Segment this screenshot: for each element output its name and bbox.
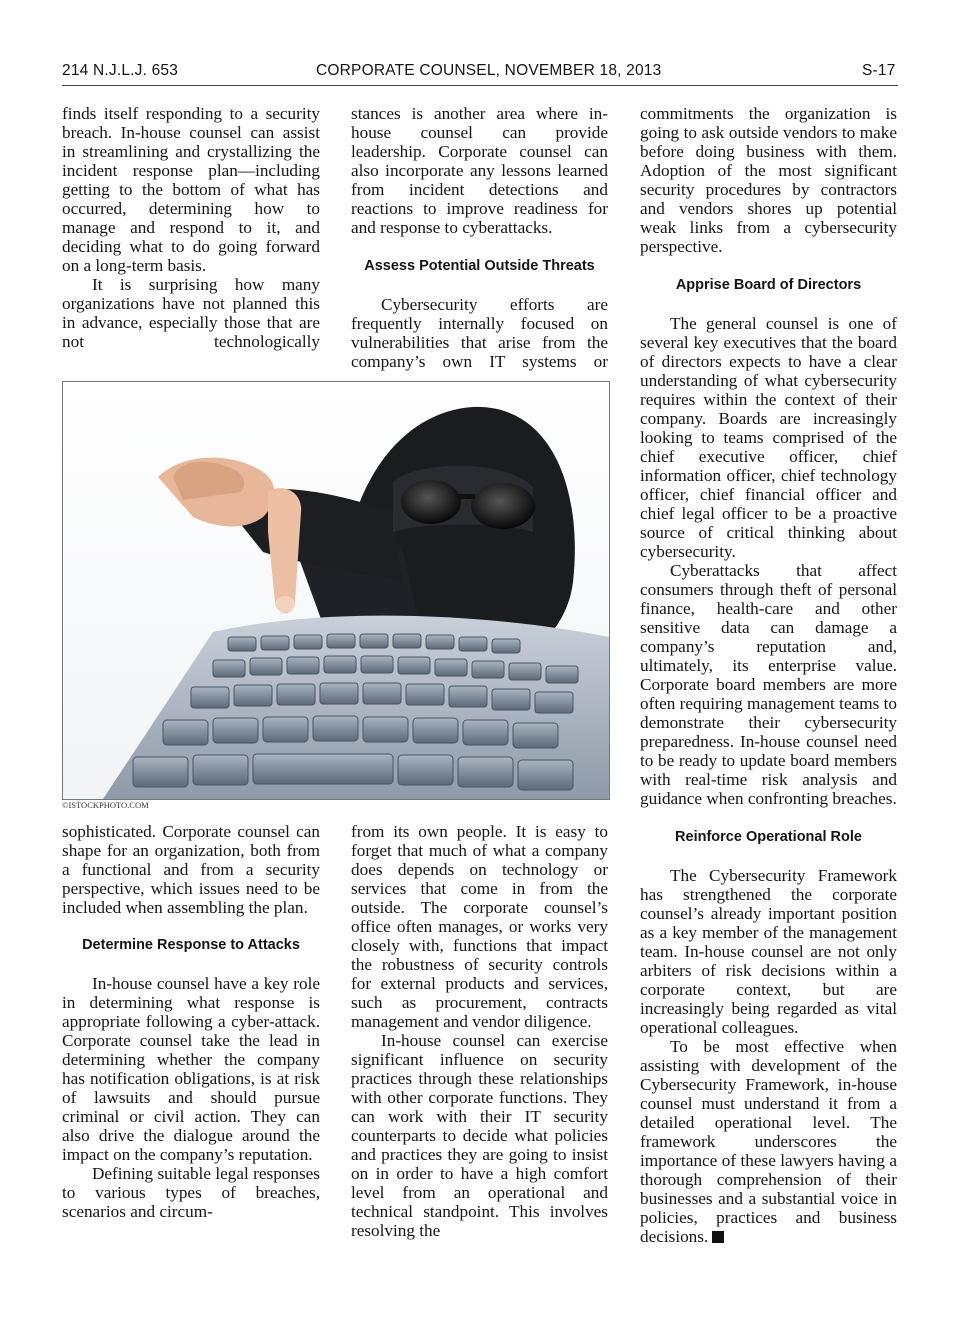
end-mark-icon <box>712 1231 724 1243</box>
column-2-top <box>351 104 608 371</box>
paragraph <box>640 1037 897 1246</box>
paragraph: In-house counsel can exercise significant influence on security practices through these relationships with other corporate functions. They can work with their IT security counterparts to decide what policies and practices they are going to insist on in order to have a high comfort level from an operational and technical standpoint. This involves resolving the <box>351 1031 608 1240</box>
paragraph: from its own people. It is easy to forget that much of what a company does depends on technology or services that come in from the outside. The corporate counsel’s office often manages, or works very closely with, functions that impact the robustness of security controls for external products and services, such as procurement, contracts management and vendor diligence. <box>351 822 608 1031</box>
section-heading: Determine Response to Attacks <box>82 937 300 953</box>
column-3 <box>640 104 897 1246</box>
hacker-photo <box>62 381 610 800</box>
section-heading: Reinforce Operational Role <box>675 829 862 845</box>
column-1-top <box>62 104 320 351</box>
page-number: S-17 <box>862 62 896 79</box>
paragraph-text: To be most effective when assisting with development of the Cybersecurity Framework, in-house counsel must understand it from a detailed operational level. The framework underscores the importance of these lawyers having a thorough comprehension of their businesses and a substantial voice in policies, practices and business decisions. <box>640 1037 897 1246</box>
section-heading: Assess Potential Outside Threats <box>364 258 595 274</box>
hacker-illustration <box>63 382 609 799</box>
paragraph: Cyberattacks that affect consumers through theft of personal finance, health-care and other sensitive data can damage a company’s reputation and, ultimately, its enterprise value. Corporate board members are more often requiring management teams to demonstrate their cybersecurity preparedness. In-house counsel need to be ready to update board members with real-time risk analysis and guidance when confronting breaches. <box>640 561 897 808</box>
paragraph: sophisticated. Corporate counsel can shape for an organization, both from a functional and from a security perspective, which issues need to be included when assembling the plan. <box>62 822 320 917</box>
paragraph: commitments the organization is going to ask outside vendors to make before doing business with them. Adoption of the most significant security procedures by contractors and vendors shores up potential weak links from a cybersecurity perspective. <box>640 104 897 256</box>
paragraph: Defining suitable legal responses to various types of breaches, scenarios and circum- <box>62 1164 320 1221</box>
column-2-bottom <box>351 822 608 1240</box>
paragraph: The general counsel is one of several key executives that the board of directors expects to have a clear understanding of what cybersecurity requires within the context of their company. Boards are increasingly looking to teams comprised of the chief executive officer, chief information officer, chief technology officer, chief financial officer and chief legal officer to be a proactive source of critical thinking about cybersecurity. <box>640 314 897 561</box>
running-header-center: CORPORATE COUNSEL, NOVEMBER 18, 2013 <box>316 62 662 79</box>
running-header-left: 214 N.J.L.J. 653 <box>62 62 179 79</box>
column-1-bottom <box>62 822 320 1221</box>
photo-credit: ©ISTOCKPHOTO.COM <box>62 800 149 810</box>
paragraph: finds itself responding to a security breach. In-house counsel can assist in streamlining and crystallizing the incident response plan—including getting to the bottom of what has occurred, determining how to manage and respond to it, and deciding what to do going forward on a long-term basis. <box>62 104 320 275</box>
paragraph: In-house counsel have a key role in determining what response is appropriate following a cyber-attack. Corporate counsel take the lead in determining whether the company has notification obligations, is at risk of lawsuits and should pursue criminal or civil action. They can also drive the dialogue around the impact on the company’s reputation. <box>62 974 320 1164</box>
paragraph: It is surprising how many organizations have not planned this in advance, especially those that are not technologically <box>62 275 320 351</box>
section-heading: Apprise Board of Directors <box>675 277 862 293</box>
header-rule <box>62 85 898 86</box>
paragraph: The Cybersecurity Framework has strengthened the corporate counsel’s already important position as a key member of the management team. In-house counsel are not only arbiters of risk decisions within a corporate context, but are increasingly being regarded as vital operational colleagues. <box>640 866 897 1037</box>
paragraph: Cybersecurity efforts are frequently internally focused on vulnerabilities that arise from the company’s own IT systems or <box>351 295 608 371</box>
paragraph: stances is another area where in-house counsel can provide leadership. Corporate counsel can also incorporate any lessons learned from incident detections and reactions to improve readiness for and response to cyberattacks. <box>351 104 608 237</box>
